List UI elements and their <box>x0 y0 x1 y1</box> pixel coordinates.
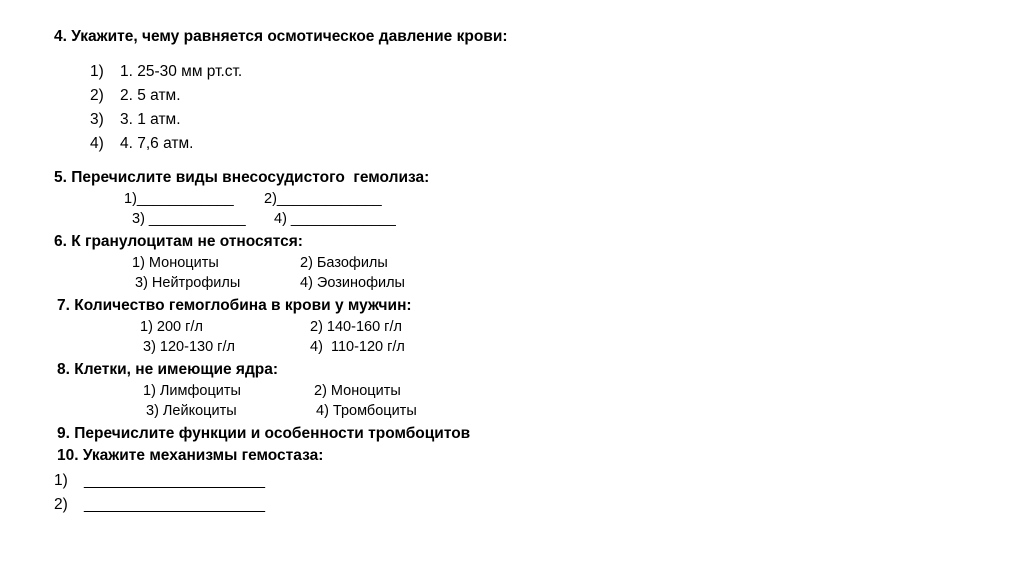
question-5-blank-4: 4) _____________ <box>274 211 396 227</box>
question-7-option-3: 3) 120-130 г/л <box>143 339 235 355</box>
question-9-title: 9. Перечислите функции и особенности тромбоцитов <box>57 425 471 442</box>
option-number: 1) <box>90 63 104 80</box>
question-5-blank-2: 2)_____________ <box>264 191 382 207</box>
question-6-option-2: 2) Базофилы <box>300 255 388 271</box>
answer-blank: _____________________ <box>84 496 266 513</box>
question-4-option-2 <box>90 88 181 104</box>
option-text: 2. 5 атм. <box>120 87 181 104</box>
option-text: 3. 1 атм. <box>120 111 181 128</box>
question-7-option-4: 4) 110-120 г/л <box>310 339 405 355</box>
question-10-title: 10. Укажите механизмы гемостаза: <box>57 447 324 464</box>
question-4-option-4 <box>90 136 193 152</box>
question-8-option-4: 4) Тромбоциты <box>316 403 417 419</box>
question-5-title: 5. Перечислите виды внесосудистого гемолиза: <box>54 169 430 186</box>
answer-number: 2) <box>54 496 68 513</box>
question-8-option-1: 1) Лимфоциты <box>143 383 241 399</box>
option-text: 4. 7,6 атм. <box>120 135 194 152</box>
question-4-option-3 <box>90 112 181 128</box>
answer-number: 1) <box>54 472 68 489</box>
question-7-title: 7. Количество гемоглобина в крови у мужчин: <box>57 297 412 314</box>
question-6-option-1: 1) Моноциты <box>132 255 219 271</box>
question-10-answer-2 <box>54 497 265 513</box>
question-6-option-3: 3) Нейтрофилы <box>135 275 241 291</box>
question-8-option-3: 3) Лейкоциты <box>146 403 237 419</box>
question-6-option-4: 4) Эозинофилы <box>300 275 405 291</box>
question-5-blank-3: 3) ____________ <box>132 211 246 227</box>
question-4-option-1 <box>90 64 242 80</box>
question-10-answer-1 <box>54 473 265 489</box>
question-7-option-2: 2) 140-160 г/л <box>310 319 402 335</box>
question-5-blank-1: 1)____________ <box>124 191 234 207</box>
question-6-title: 6. К гранулоцитам не относятся: <box>54 233 303 250</box>
answer-blank: _____________________ <box>84 472 266 489</box>
question-4-title: 4. Укажите, чему равняется осмотическое давление крови: <box>54 28 508 45</box>
question-7-option-1: 1) 200 г/л <box>140 319 203 335</box>
question-8-option-2: 2) Моноциты <box>314 383 401 399</box>
option-number: 2) <box>90 87 104 104</box>
option-number: 3) <box>90 111 104 128</box>
option-number: 4) <box>90 135 104 152</box>
question-8-title: 8. Клетки, не имеющие ядра: <box>57 361 279 378</box>
option-text: 1. 25-30 мм рт.ст. <box>120 63 243 80</box>
